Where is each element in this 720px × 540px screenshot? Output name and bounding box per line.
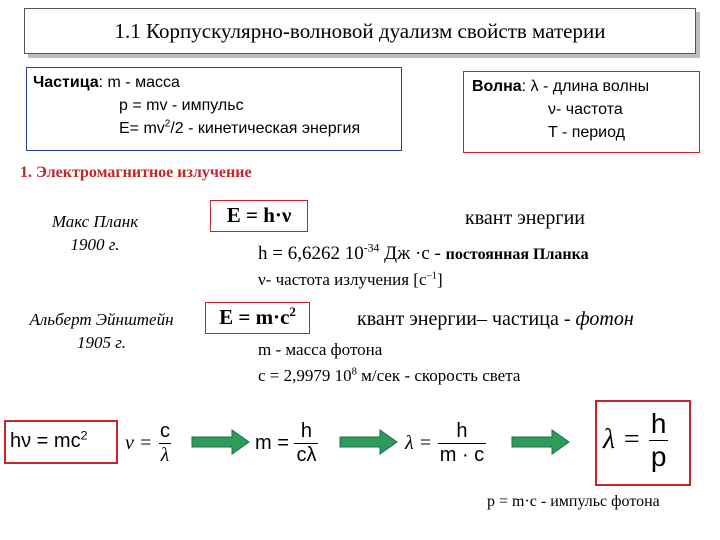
section-heading: 1. Электромагнитное излучение: [20, 164, 252, 181]
einstein-name: Альберт Эйнштейн: [29, 310, 174, 329]
particle-mass: : m - масса: [98, 74, 180, 91]
speed-of-light: c = 2,9979 $10^8$ м/сек - скорость света: [258, 366, 521, 385]
wave-period: T - период: [548, 124, 625, 141]
arrow-right-icon: [192, 430, 249, 454]
einstein-year: 1905 г.: [77, 333, 126, 352]
einstein-formula: $E = m\cdot c^2$: [219, 304, 296, 329]
planck-caption: квант энергии: [465, 207, 585, 229]
planck-name: Макс Планк: [51, 212, 139, 231]
formula-frequency: ν = $\frac{c}{\lambda}$: [125, 420, 170, 466]
formula-de-broglie: λ = $\frac{h}{p}$: [603, 408, 667, 472]
hv-mc2-formula: $h\nu = mc^2$: [10, 428, 88, 452]
particle-energy: $E= mv^2/2$ - кинетическая энергия: [119, 118, 361, 137]
photon-mass: m - масса фотона: [258, 340, 383, 359]
arrow-right-icon: [512, 430, 569, 454]
planck-constant-name: постоянная Планка: [445, 246, 589, 263]
wave-frequency: ν- частота: [548, 101, 623, 118]
particle-momentum: p = mv - импульс: [119, 97, 244, 114]
wave-label: Волна: [472, 78, 522, 95]
wave-wavelength: : λ - длина волны: [521, 78, 650, 95]
einstein-caption: квант энергии– частица - фотон: [357, 308, 634, 330]
photon-momentum: p = m·c - импульс фотона: [487, 493, 660, 510]
formula-wavelength: λ = $\frac{h}{m \cdot c}$: [405, 420, 485, 466]
planck-formula: E = h·ν: [226, 203, 292, 227]
formula-mass: m = $\frac{h}{c\lambda}$: [255, 420, 317, 466]
planck-year: 1900 г.: [70, 235, 120, 254]
frequency-note: ν- частота излучения $[с^{-1}]$: [258, 270, 443, 289]
arrow-right-icon: [340, 430, 397, 454]
photon-word: фотон: [575, 308, 634, 330]
particle-label: Частица: [33, 74, 99, 91]
page-title: 1.1 Корпускулярно-волновой дуализм свойств материи: [114, 19, 606, 43]
planck-constant: h = 6,6262 $10^{-34}$ Дж ·с - постоянная Планка: [258, 241, 589, 264]
